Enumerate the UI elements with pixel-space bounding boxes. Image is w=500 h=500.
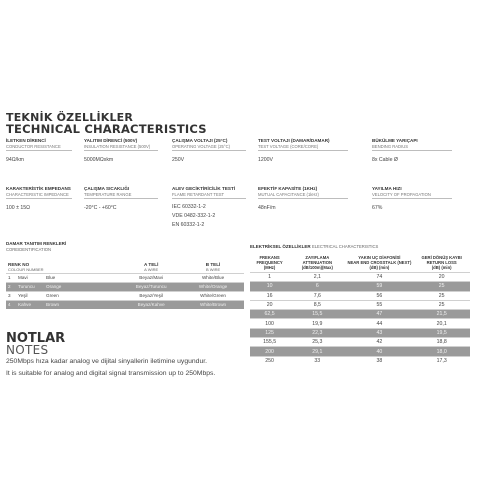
column-header-tr: FREKANS [259, 255, 280, 260]
electrical-label-tr: ELEKTRİKSEL ÖZELLİKLER [250, 244, 311, 249]
a-wire-cell: Beyaz/Mavi [139, 275, 164, 280]
frequency-cell: 10 [266, 283, 273, 290]
attenuation-cell: 7,6 [313, 292, 321, 299]
next-cell: 59 [376, 283, 383, 290]
colour-name-tr: Turuncu [18, 284, 35, 289]
return-loss-cell: 19,5 [436, 329, 447, 336]
spec-label-tr: EFEKTİF KAPASİTE (1KHz) [258, 186, 318, 191]
return-loss-cell: 25 [438, 302, 445, 309]
table-header-row [250, 255, 470, 273]
spec-value: 94Ω/km [6, 157, 25, 164]
electrical-characteristics-table [250, 255, 470, 365]
table-row [250, 291, 470, 300]
spec-label-tr: TEST VOLTAJI (DAMAR/DAMAR) [258, 138, 330, 143]
spec-value: 100 ± 15Ω [6, 205, 31, 212]
spec-value: 67% [372, 205, 383, 212]
table-row [250, 338, 470, 347]
spec-divider [84, 150, 158, 151]
column-header-unit: (MHz) [263, 265, 276, 270]
column-header-tr: ZAYIFLAMA [305, 255, 330, 260]
table-header-row [6, 261, 244, 273]
colour-number: 3 [8, 293, 11, 298]
return-loss-cell: 25 [438, 283, 445, 290]
attenuation-cell: 29,1 [312, 348, 323, 355]
a-wire-cell: Beyaz/Yeşil [139, 293, 163, 298]
attenuation-cell: 6 [315, 283, 319, 290]
next-cell: 44 [376, 320, 383, 327]
frequency-cell: 100 [265, 320, 274, 327]
spec-divider [258, 198, 348, 199]
attenuation-cell: 19,9 [312, 320, 323, 327]
spec-characteristic-impedance [6, 186, 72, 212]
colour-cell [6, 273, 120, 282]
column-header-en: COLOUR NUMBER [8, 266, 44, 272]
table-row [250, 328, 470, 337]
next-cell: 43 [376, 329, 383, 336]
spec-label-en: FLAME RETARDANT TEST [172, 191, 225, 197]
column-header-en: RETURN LOSS [426, 260, 457, 265]
colour-cell [6, 300, 120, 309]
return-loss-cell: 20,1 [436, 320, 447, 327]
column-header-unit: (dB/100m)(Max) [301, 265, 333, 270]
colour-name-tr: Mavi [18, 275, 28, 280]
spec-divider [6, 198, 72, 199]
spec-flame-retardant-test [172, 186, 246, 230]
spec-value: -20°C - +60°C [84, 205, 117, 212]
colour-cell [6, 291, 120, 300]
frequency-cell: 62,5 [264, 311, 275, 318]
column-header-unit: (dB) (min) [431, 265, 452, 270]
core-identification-table [6, 261, 244, 309]
frequency-cell: 125 [265, 329, 274, 336]
note-text-turkish: 250Mbps hıza kadar analog ve dijital sinyallerin iletimine uygundur. [6, 358, 208, 365]
spec-label-en: TEST VOLTAGE (CORE/CORE) [258, 143, 319, 149]
column-header-return-loss [413, 255, 470, 273]
column-header-frequency [250, 255, 289, 273]
title-english: TECHNICAL CHARACTERISTICS [6, 122, 207, 136]
frequency-cell: 16 [266, 292, 273, 299]
table-row [250, 273, 470, 282]
spec-label-tr: KARAKTERİSTİK EMPEDANS [6, 186, 71, 191]
b-wire-cell: White/Orange [198, 284, 228, 289]
spec-label-tr: ÇALIŞMA SICAKLIĞI [84, 186, 130, 191]
frequency-cell: 200 [265, 348, 274, 355]
core-identification-label-en: COREIDENTIFICATION [6, 246, 52, 252]
next-cell: 47 [376, 311, 383, 318]
colour-number: 4 [8, 302, 11, 308]
return-loss-cell: 18,0 [436, 348, 447, 355]
table-row [6, 273, 244, 282]
title-turkish: TEKNİK ÖZELLİKLER [6, 111, 134, 124]
column-header-en: B WIRE [205, 266, 221, 272]
attenuation-cell: 25,3 [312, 339, 323, 346]
spec-label-en: TEMPERATURE RANGE [84, 191, 132, 197]
table-row [250, 282, 470, 291]
next-cell: 74 [376, 274, 383, 281]
a-wire-cell: Beyaz/Turuncu [135, 284, 167, 289]
spec-label-tr: BÜKÜLME YARIÇAPI [372, 138, 418, 143]
spec-test-voltage [258, 138, 348, 164]
b-wire-cell: White/Blue [201, 275, 225, 280]
return-loss-cell: 18,8 [436, 339, 447, 346]
spec-label-en: INSULATION RESISTANCE (500V) [84, 143, 151, 149]
spec-label-tr: ÇALIŞMA VOLTAJI (25°C) [172, 138, 228, 143]
column-header-next [345, 255, 413, 273]
next-cell: 40 [376, 348, 383, 355]
spec-divider [6, 150, 72, 151]
frequency-cell: 1 [268, 274, 272, 281]
spec-value-line: VDE 0482-332-1-2 [172, 213, 216, 220]
return-loss-cell: 20 [438, 274, 445, 281]
column-header-tr: GERİ DÖNÜŞ KAYBI [421, 255, 462, 260]
colour-name-tr: Yeşil [18, 293, 28, 298]
table-row [250, 347, 470, 356]
spec-value: 250V [172, 157, 185, 164]
electrical-label-en: ELECTRICAL CHARACTERISTICS [311, 244, 379, 249]
table-row [6, 282, 244, 291]
column-header-unit: (dB) (min) [369, 265, 390, 270]
colour-name-en: Brown [46, 302, 60, 308]
attenuation-cell: 8,5 [313, 302, 321, 309]
column-header-attenuation [289, 255, 345, 273]
attenuation-cell: 2,1 [313, 274, 321, 281]
spec-divider [372, 150, 452, 151]
a-wire-cell: Beyaz/Kahve [137, 302, 165, 308]
table-row [6, 300, 244, 309]
table-row [250, 356, 470, 365]
colour-name-en: Orange [46, 284, 62, 289]
column-header-en: NEAR END CROSSTALK (NEXT) [347, 260, 412, 265]
spec-label-en: CONDUCTOR RESISTANCE [6, 143, 61, 149]
notes-title-english: NOTES [6, 343, 49, 357]
column-header-colour-number [6, 261, 120, 273]
attenuation-cell: 33 [314, 358, 321, 365]
core-identification-label-tr: DAMAR TANITIM RENKLERİ [6, 241, 67, 246]
table-row [250, 319, 470, 328]
column-header-en: ATTENUATION [302, 260, 332, 265]
spec-value-line: IEC 60332-1-2 [172, 204, 206, 211]
spec-velocity-of-propagation [372, 186, 452, 212]
attenuation-cell: 15,5 [312, 311, 323, 318]
spec-label-tr: YAYILMA HIZI [372, 186, 402, 191]
spec-divider [258, 150, 348, 151]
spec-label-tr: YALITIM DİRENCİ (500V) [84, 138, 138, 143]
electrical-characteristics-heading [250, 244, 378, 250]
frequency-cell: 250 [265, 358, 274, 365]
next-cell: 55 [376, 302, 383, 309]
note-text-english: It is suitable for analog and digital signal transmission up to 250Mbps. [6, 370, 216, 377]
spec-value: 1200V [258, 157, 274, 164]
spec-value: 5000MΩxkm [84, 157, 114, 164]
spec-label-en: CHARACTERISTIC IMPEDANCE [6, 191, 69, 197]
attenuation-cell: 22,3 [312, 329, 323, 336]
next-cell: 38 [376, 358, 383, 365]
colour-number: 1 [8, 275, 11, 280]
colour-number: 2 [8, 284, 11, 289]
return-loss-cell: 21,5 [436, 311, 447, 318]
return-loss-cell: 17,3 [436, 358, 447, 365]
spec-value: 8x Cable Ø [372, 157, 398, 164]
column-header-en: FREQUENCY [256, 260, 283, 265]
spec-divider [372, 198, 452, 199]
notes-title-turkish: NOTLAR [6, 331, 66, 346]
b-wire-cell: White/Green [200, 293, 226, 298]
spec-divider [84, 198, 158, 199]
spec-label-tr: İLETKEN DİRENCİ [6, 138, 46, 143]
spec-value-line: EN 60332-1-2 [172, 222, 205, 229]
frequency-cell: 20 [266, 302, 273, 309]
spec-divider [172, 150, 246, 151]
spec-temperature-range [84, 186, 158, 212]
column-header-en: A WIRE [144, 266, 159, 272]
core-identification-heading [6, 241, 66, 252]
column-header-tr: RENK NO [8, 261, 30, 267]
spec-conductor-resistance [6, 138, 72, 164]
spec-label-en: VELOCITY OF PROPAGATION [372, 191, 431, 197]
spec-mutual-capacitance [258, 186, 348, 212]
spec-value: 48nF/m [258, 205, 276, 212]
colour-name-en: Green [46, 293, 59, 298]
next-cell: 56 [376, 292, 383, 299]
spec-operating-voltage [172, 138, 246, 164]
next-cell: 42 [376, 339, 383, 346]
spec-label-en: MUTUAL CAPACITANCE (1kHz) [258, 191, 319, 197]
frequency-cell: 155,5 [263, 339, 277, 346]
spec-divider [172, 198, 246, 199]
spec-value [172, 203, 246, 230]
table-row [6, 291, 244, 300]
spec-insulation-resistance [84, 138, 158, 164]
b-wire-cell: White/Brown [200, 302, 227, 308]
colour-name-tr: Kahve [18, 302, 32, 308]
column-header-tr: B TELİ [205, 261, 221, 267]
table-row [250, 300, 470, 309]
return-loss-cell: 25 [438, 292, 445, 299]
spec-bending-radius [372, 138, 452, 164]
colour-name-en: Blue [46, 275, 56, 280]
spec-label-tr: ALEV GECİKTİRİCİLİK TESTİ [172, 186, 236, 191]
spec-label-en: OPERATING VOLTAGE (25°C) [172, 143, 230, 149]
table-row [250, 310, 470, 319]
column-header-tr: A TELİ [143, 261, 159, 267]
colour-cell [6, 282, 120, 291]
column-header-a-wire [120, 261, 182, 273]
column-header-tr: YAKIN UÇ DİAFONİSİ [358, 255, 401, 260]
column-header-b-wire [182, 261, 244, 273]
spec-label-en: BENDING RADIUS [372, 143, 409, 149]
